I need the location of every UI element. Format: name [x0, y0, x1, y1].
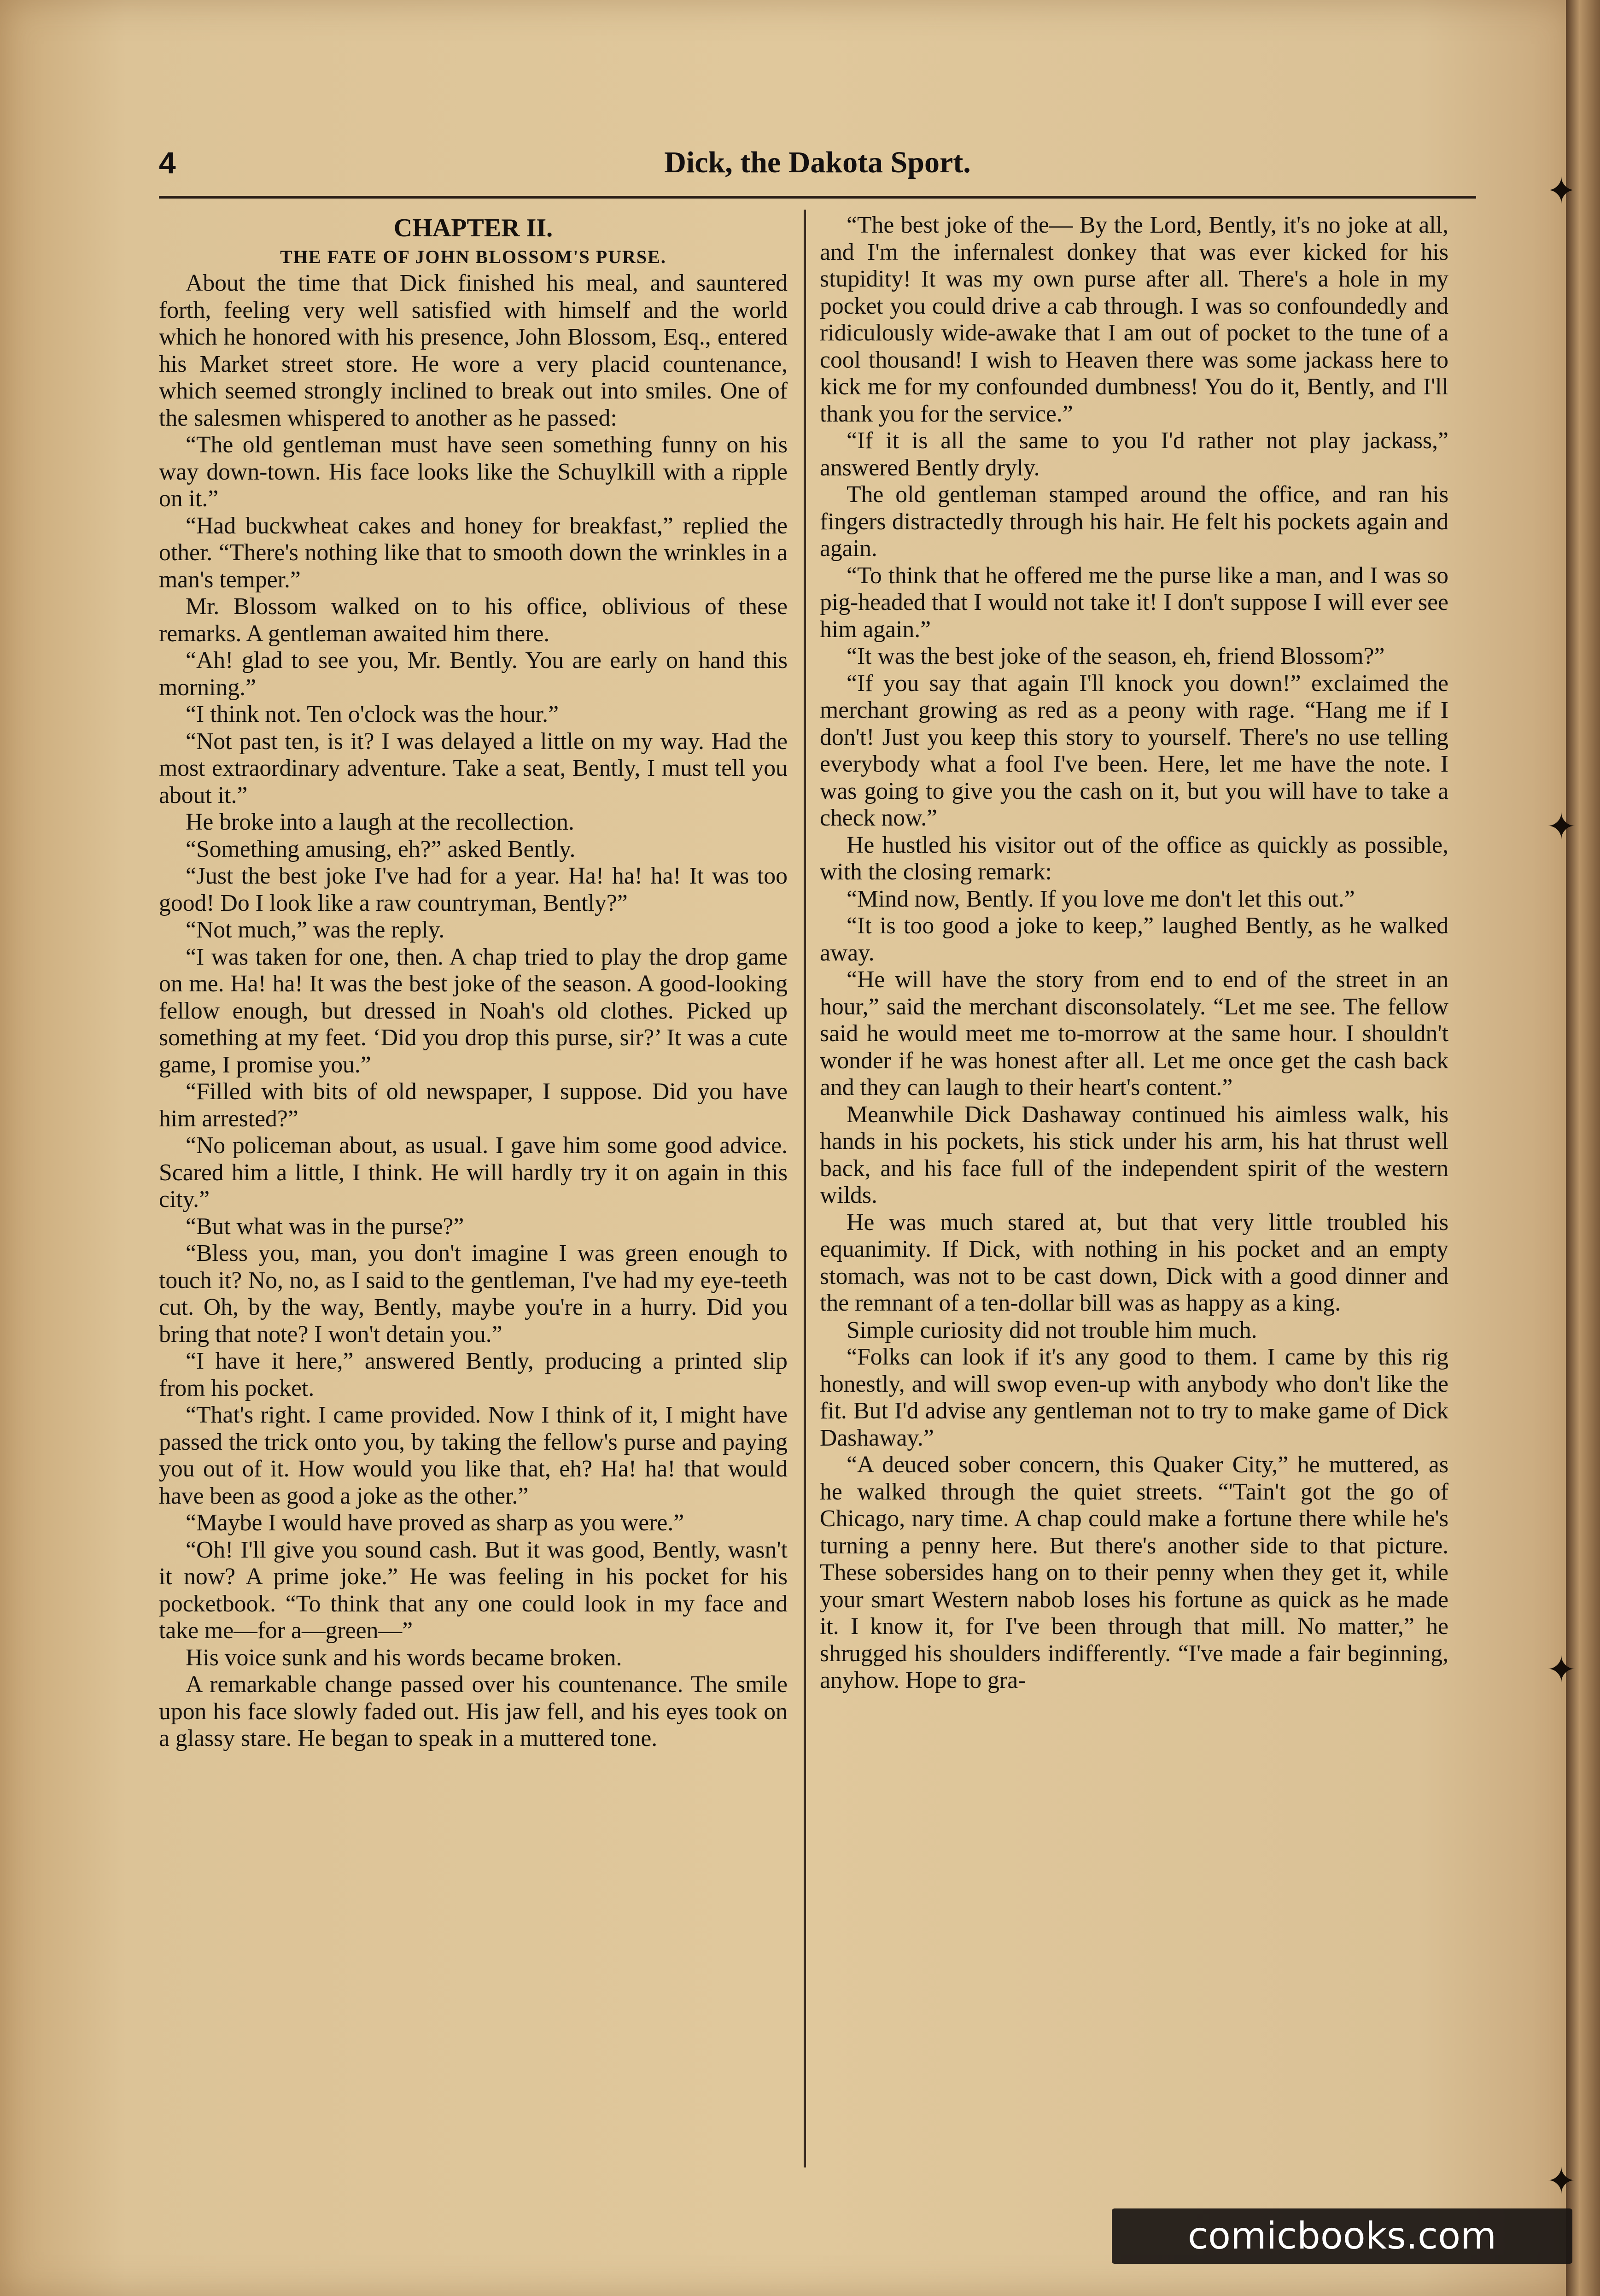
paragraph: “If you say that again I'll knock you down!” exclaimed the merchant growing as red as a peony with rage. “Hang me if I don't! Just you keep this story to yourself. There's no use telling everybody what a fool I've been. Here, let me have the note. I was going to give you the cash on it, but you will have to take a check now.”: [820, 670, 1448, 831]
paragraph: “The old gentleman must have seen something funny on his way down-town. His face looks like the Schuylkill with a ripple on it.”: [159, 432, 788, 512]
paragraph: Meanwhile Dick Dashaway continued his aimless walk, his hands in his pockets, his stick under his arm, his hat thrust well back, and his face full of the independent spirit of the western wilds.: [820, 1101, 1448, 1208]
chapter-subtitle: THE FATE OF JOHN BLOSSOM'S PURSE.: [280, 246, 666, 267]
paragraph: “It was the best joke of the season, eh, friend Blossom?”: [847, 643, 1385, 669]
paragraph: “No policeman about, as usual. I gave him some good advice. Scared him a little, I think. He will hardly try it on again in this city.”: [159, 1132, 788, 1212]
paragraph: “Not past ten, is it? I was delayed a little on my way. Had the most extraordinary adventure. Take a seat, Bently, I must tell you about it.”: [159, 728, 788, 808]
paragraph: “Had buckwheat cakes and honey for breakfast,” replied the other. “There's nothing like that to smooth down the wrinkles in a man's temper.”: [159, 512, 788, 593]
paragraph: “Oh! I'll give you sound cash. But it was good, Bently, wasn't it now? A prime joke.” He was feeling in his pocket for his pocketbook. “To think that any one could look in my face and take me—for a—green—”: [159, 1536, 788, 1644]
paragraph: “Mind now, Bently. If you love me don't let this out.”: [847, 885, 1355, 912]
running-title: Dick, the Dakota Sport.: [664, 146, 971, 179]
paragraph: “Just the best joke I've had for a year. Ha! ha! ha! It was too good! Do I look like a raw countryman, Bently?”: [159, 863, 788, 916]
header-rule: [159, 196, 1476, 199]
site-watermark: comicbooks.com: [1112, 2208, 1572, 2264]
paragraph: “If it is all the same to you I'd rather not play jackass,” answered Bently dryly.: [820, 428, 1448, 481]
paragraph: He hustled his visitor out of the office as quickly as possible, with the closing remark:: [820, 832, 1448, 885]
paragraph: “A deuced sober concern, this Quaker City,” he muttered, as he walked through the quiet streets. “'Tain't got the go of Chicago, nary time. A chap could make a fortune there while he's turning a penny here. But there's another side to that picture. These sobersides hang on to their penny when they get it, while your smart Western nabob loses his fortune as quick as he made it. I know it, for I've been through that mill. No matter,” he shrugged his shoulders indifferently. “I've made a fair beginning, anyhow. Hope to gra-: [820, 1452, 1448, 1693]
staple-icon: ✦: [1546, 170, 1577, 212]
paragraph: Simple curiosity did not trouble him much.: [847, 1317, 1257, 1343]
paragraph: “Filled with bits of old newspaper, I suppose. Did you have him arrested?”: [159, 1078, 788, 1132]
staple-icon: ✦: [1546, 2161, 1577, 2202]
column-divider: [804, 210, 806, 2167]
paragraph: “Bless you, man, you don't imagine I was green enough to touch it? No, no, as I said to the gentleman, I've had my eye-teeth cut. Oh, by the way, Bently, maybe you're in a hurry. Did you bring that note? I won't detain you.”: [159, 1240, 788, 1347]
paragraph: “The best joke of the— By the Lord, Bently, it's no joke at all, and I'm the infernalest donkey that was ever kicked for his stupidity! It was my own purse after all. There's a hole in my pocket you could drive a cab through. I was so confoundedly and ridiculously wide-awake that I am out of pocket to the tune of a cool thousand! I wish to Heaven there was some jackass here to kick me for my confounded dumbness! You do it, Bently, and I'll thank you for the service.”: [820, 212, 1448, 427]
paragraph: “I think not. Ten o'clock was the hour.”: [186, 701, 559, 727]
page-number: 4: [159, 146, 176, 180]
staple-icon: ✦: [1546, 1649, 1577, 1691]
paragraph: “Folks can look if it's any good to them. I came by this rig honestly, and will swop even-up with anybody who don't like the fit. But I'd advise any gentleman not to try to make game of Dick Dashaway.”: [820, 1344, 1448, 1451]
paragraph: He broke into a laugh at the recollection.: [186, 809, 574, 835]
paragraph: A remarkable change passed over his countenance. The smile upon his face slowly faded out. His jaw fell, and his eyes took on a glassy stare. He began to speak in a muttered tone.: [159, 1671, 788, 1751]
paragraph: “Something amusing, eh?” asked Bently.: [186, 836, 576, 862]
paragraph: His voice sunk and his words became broken.: [186, 1644, 622, 1671]
paragraph: Mr. Blossom walked on to his office, oblivious of these remarks. A gentleman awaited him there.: [159, 593, 788, 647]
paragraph: The old gentleman stamped around the office, and ran his fingers distractedly through his hair. He felt his pockets again and again.: [820, 481, 1448, 562]
paragraph: About the time that Dick finished his meal, and sauntered forth, feeling very well satisfied with himself and the world which he honored with his presence, John Blossom, Esq., entered his Market street store. He wore a very placid countenance, which seemed strongly inclined to break out into smiles. One of the salesmen whispered to another as he passed:: [159, 270, 788, 431]
staple-icon: ✦: [1546, 806, 1577, 848]
left-column: [159, 212, 788, 1752]
binding-spine: [1566, 0, 1600, 2296]
paragraph: “I was taken for one, then. A chap tried to play the drop game on me. Ha! ha! It was the best joke of the season. A good-looking fellow enough, but dressed in Noah's old clothes. Picked up something at my feet. ‘Did you drop this purse, sir?’ It was a cute game, I promise you.”: [159, 943, 788, 1078]
paragraph: “Not much,” was the reply.: [186, 917, 445, 943]
paragraph: “Maybe I would have proved as sharp as you were.”: [186, 1510, 684, 1536]
right-column: [820, 212, 1448, 1694]
paragraph: “That's right. I came provided. Now I think of it, I might have passed the trick onto you, by taking the fellow's purse and paying you out of it. How would you like that, eh? Ha! ha! that would have been as good a joke as the other.”: [159, 1402, 788, 1509]
page-header: [159, 145, 1476, 187]
paragraph: “But what was in the purse?”: [186, 1213, 464, 1240]
paragraph: “I have it here,” answered Bently, producing a printed slip from his pocket.: [159, 1348, 788, 1401]
paragraph: “He will have the story from end to end of the street in an hour,” said the merchant disconsolately. “Let me see. The fellow said he would meet me to-morrow at the same hour. I shouldn't wonder if he was honest after all. Let me once get the cash back and they can laugh to their heart's content.”: [820, 966, 1448, 1101]
paragraph: “Ah! glad to see you, Mr. Bently. You are early on hand this morning.”: [159, 647, 788, 701]
paragraph: “It is too good a joke to keep,” laughed Bently, as he walked away.: [820, 913, 1448, 966]
chapter-title: CHAPTER II.: [393, 214, 553, 242]
paragraph: “To think that he offered me the purse like a man, and I was so pig-headed that I would not take it! I don't suppose I will ever see him again.”: [820, 562, 1448, 643]
paragraph: He was much stared at, but that very little troubled his equanimity. If Dick, with nothing in his pocket and an empty stomach, was not to be cast down, Dick with a good dinner and the remnant of a ten-dollar bill was as happy as a king.: [820, 1209, 1448, 1316]
